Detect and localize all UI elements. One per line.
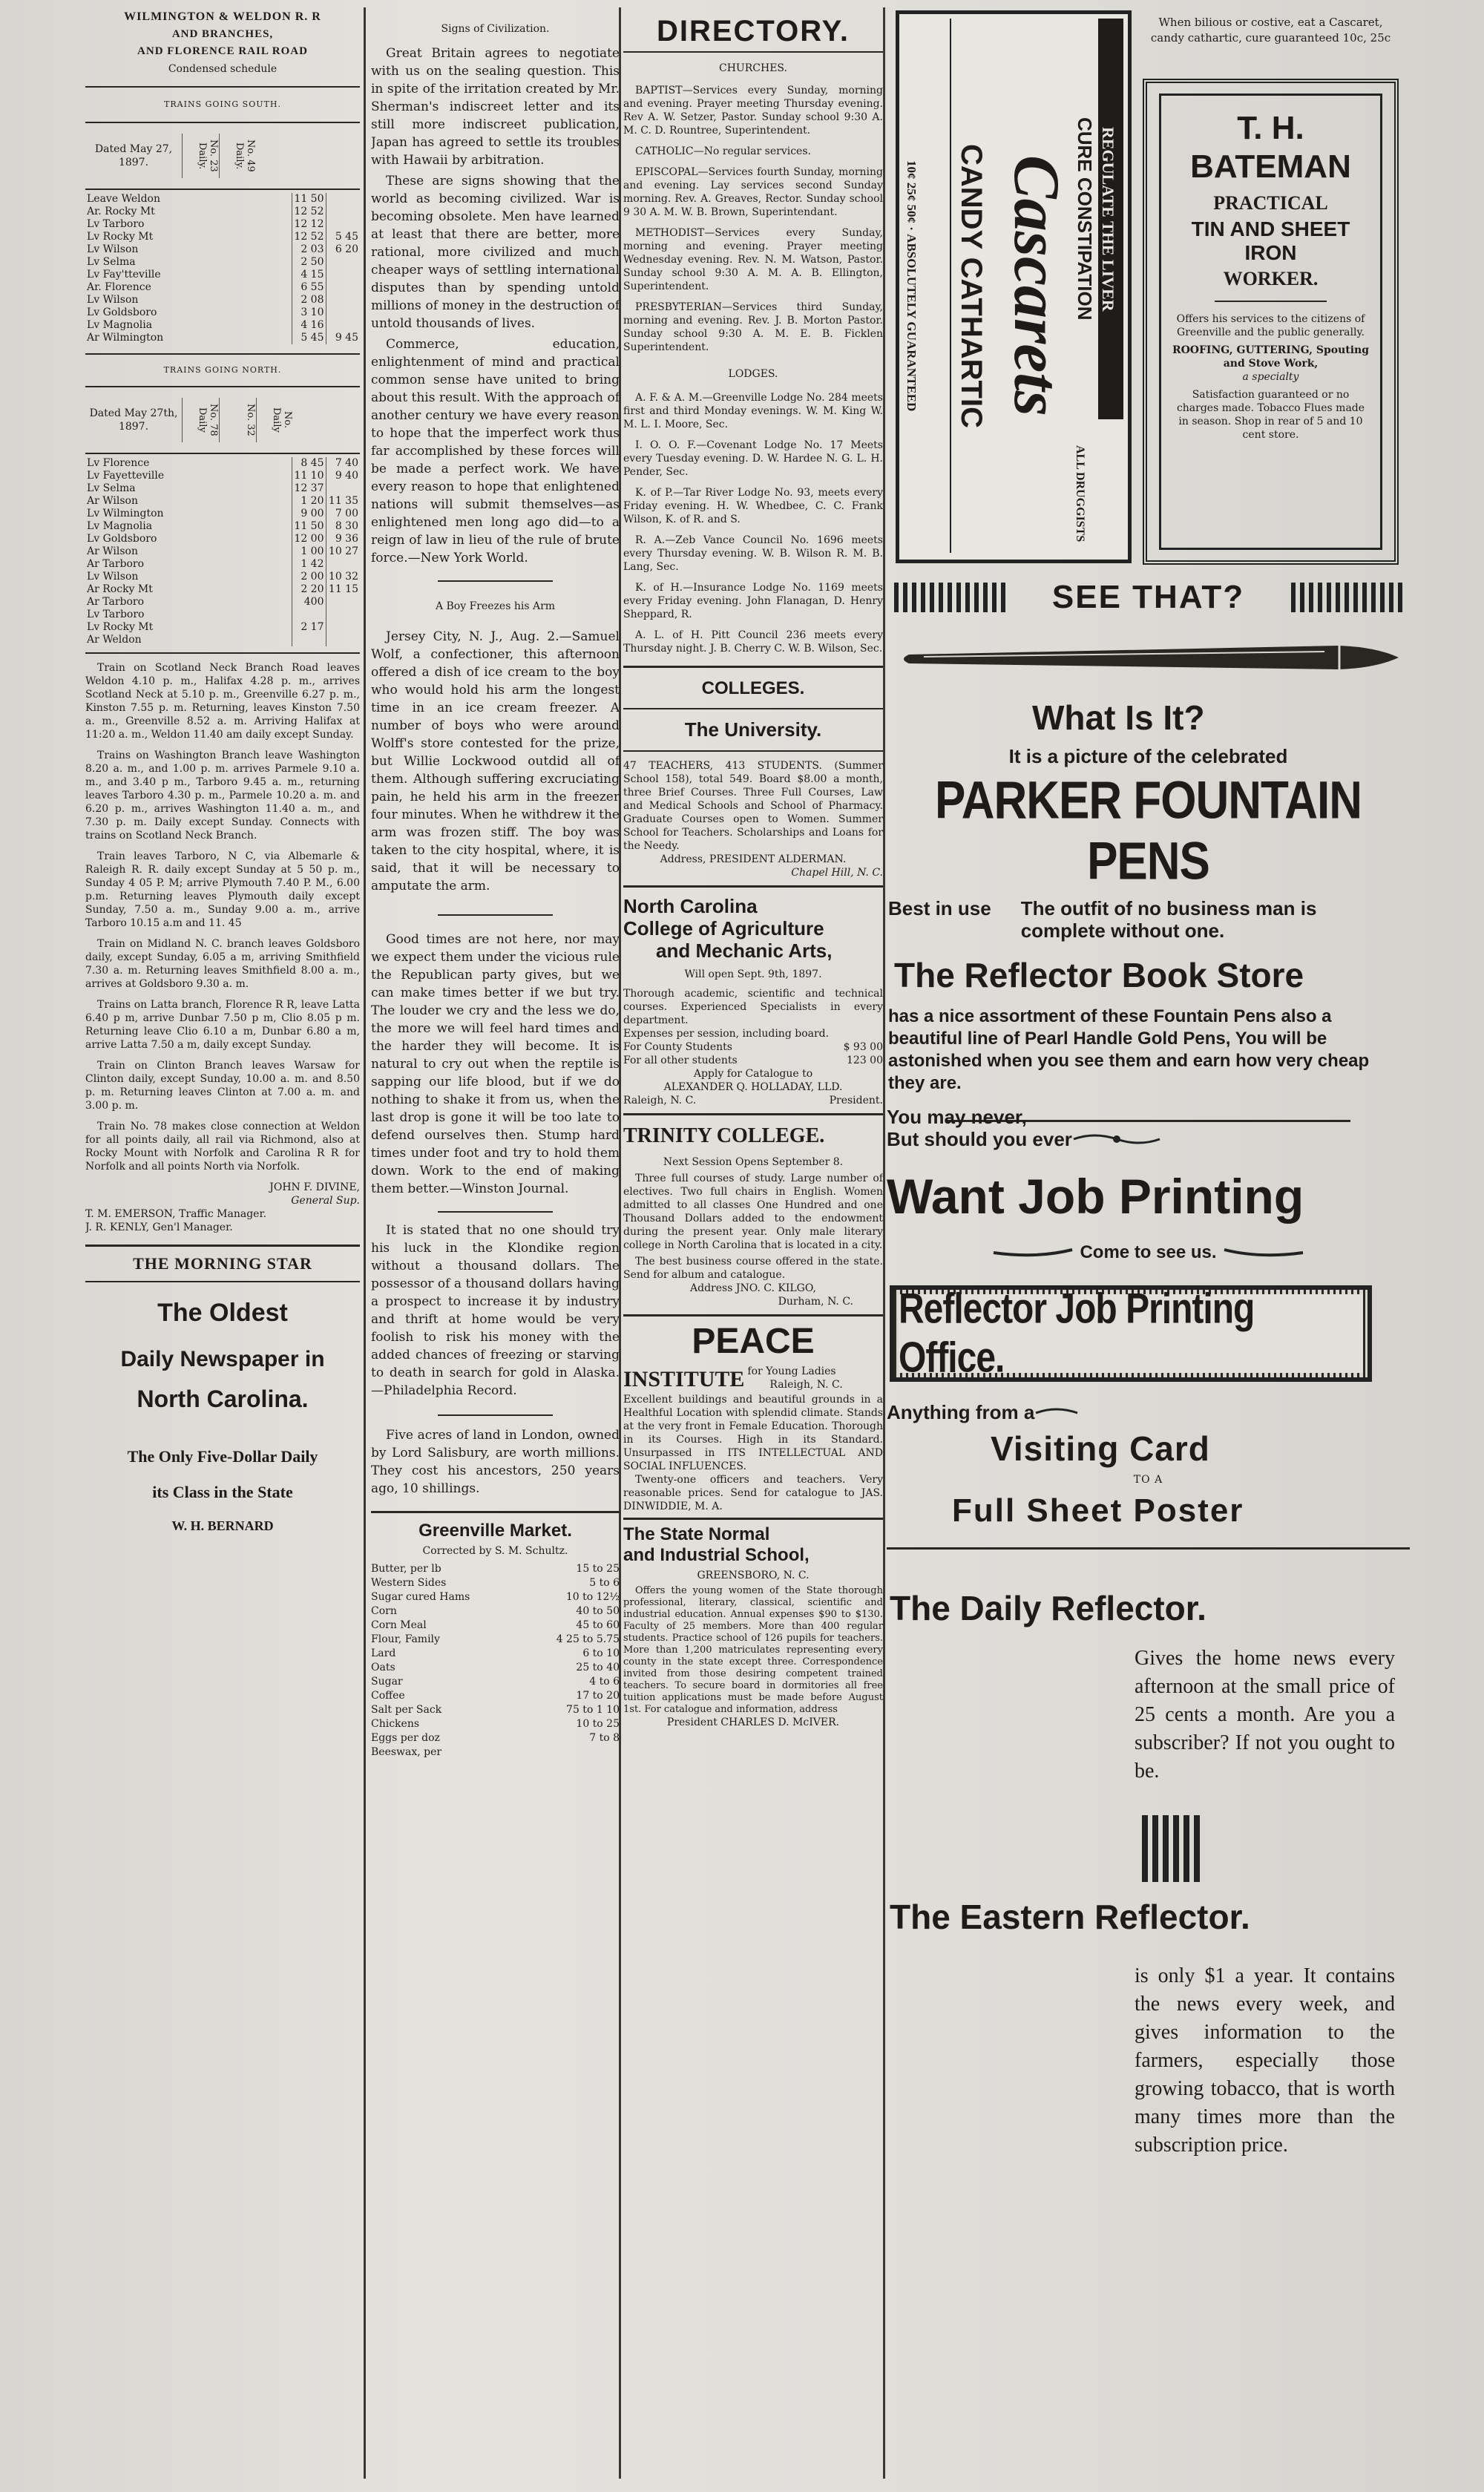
schedule-row: Ar Tarboro 1 42 [85, 558, 360, 571]
schedule-row: Leave Weldon 11 50 [85, 193, 360, 206]
normal-title-1: The State Normal [623, 1524, 770, 1544]
you-may-never: You may never, [887, 1106, 1027, 1128]
market-sub: Corrected by S. M. Schultz. [422, 1545, 568, 1557]
directory-entry: A. L. of H. Pitt Council 236 meets every Thursday night. J. B. Cherry C. W. B. Wilson, Sec. [623, 629, 883, 655]
directory-entry: CATHOLIC—No regular services. [635, 145, 811, 157]
column-rule [883, 7, 885, 2479]
market-row: Eggs per doz 7 to 8 [371, 1732, 620, 1744]
candy-cathartic: CANDY CATHARTIC [955, 143, 988, 428]
bateman-tin: TIN AND SHEET IRON [1191, 217, 1350, 264]
london-para: Five acres of land in London, owned by Lord Salisbury, are worth millions. They cost his ancestors, 250 years ago, 10 shillings. [371, 1428, 620, 1496]
good-times-para: Good times are not here, nor may we expect them under the vicious rule the Republican party gives, but we can make times better if we but try. The louder we cry and the less we do, the more we will feel hard times and the harder they will become. It is natural to cry out when the reptile is sapping our life blood, but if we do nothing to shake it from us, when the last drop is gone it will be too late to defend ourselves then. Stump hard times under foot and try to hold them down. Work to the end of making them better.—Winston Journal. [371, 932, 620, 1196]
rr-note: Train on Midland N. C. branch leaves Goldsboro daily, except Sunday, 6.05 a m, arriving Smithfield 7.30 a. m. Returning leaves Smithfield 8.00 a. m., arrives at Goldsboro 9.30 a. m. [85, 938, 360, 990]
north-col-a: No. 78 Daily [182, 398, 219, 442]
normal-pres: President CHARLES D. McIVER. [666, 1716, 840, 1728]
normal-text: Offers the young women of the State thorough professional, literary, classical, scientific and industrial education. Annual expenses $90 to $130. Faculty of 25 members. More than 400 regular students. Practice school of 126 pupils for teachers. More than 1,200 matriculates representing every county in the state except three. Correspondence invited from those desiring competent trained teachers. To secure board in dormitories all free tuition applications must be made before August 1st. For catalogue and information, address [623, 1585, 883, 1715]
ncc-footer: Raleigh, N. C. President. [623, 1095, 883, 1106]
want-job-printing: Want Job Printing [887, 1169, 1304, 1224]
flourish-small-icon [1034, 1406, 1079, 1420]
ncc-apply: Apply for Catalogue to [693, 1068, 813, 1080]
ncc-open: Will open Sept. 9th, 1897. [684, 968, 822, 980]
outfit-text: The outfit of no business man is complete without one. [1020, 897, 1317, 942]
rr-sub2: AND FLORENCE RAIL ROAD [137, 45, 308, 57]
south-dated: Dated May 27, 1897. [94, 143, 173, 168]
north-schedule-table [85, 457, 360, 646]
book-store: The Reflector Book Store [894, 956, 1304, 994]
morning-star-title: THE MORNING STAR [133, 1254, 312, 1273]
bateman-roofing: ROOFING, GUTTERING, Spouting and Stove Work, [1172, 344, 1370, 370]
schedule-row: Lv Goldsboro 3 10 [85, 306, 360, 319]
churches-head: CHURCHES. [719, 62, 787, 74]
fountain-pen-icon [894, 625, 1406, 692]
bilious-notice [1143, 15, 1399, 46]
north-head: TRAINS GOING NORTH. [163, 365, 282, 375]
signs-para-1: Great Britain agrees to negotiate with us on the sealing question. This in spite of the irritation created by Mr. Sherman's indiscreet letter and its still more indiscreet publication, Japan has agreed to settle its troubles with Hawaii by arbitration. [371, 46, 620, 168]
flourish-icon [1072, 1130, 1161, 1148]
university-title: The University. [684, 718, 822, 741]
schedule-row: Ar Tarboro 400 [85, 596, 360, 609]
rr-note: Train No. 78 makes close connection at Weldon for all points daily, all rail via Richmond, also at Rocky Mount with Norfolk and Carolina R R for Norfolk and all points North via Norfolk. [85, 1121, 360, 1173]
bateman-satisfaction: Satisfaction guaranteed or no charges made. Tobacco Flues made in season. Shop in rear of 5 and 10 cent store. [1176, 389, 1365, 441]
market-row: Corn Meal 45 to 60 [371, 1619, 620, 1631]
signs-para-3: Commerce, education, enlightenment of mind and practical common sense have united to bring about this result. With the approach of another century we have every reason to hope that the imperfect work thus far accomplished by these forces will be made a perfect work. We have every reason to hope that enlightened nations will submit themselves—as enlightened men long ago did—to a reign of law in lieu of the rule of brute force.—New York World. [371, 337, 620, 565]
university-place: Chapel Hill, N. C. [791, 867, 883, 879]
bateman-practical: PRACTICAL [1213, 192, 1328, 214]
bateman-specialty: a specialty [1242, 371, 1299, 383]
schedule-row: Lv Tarboro [85, 609, 360, 621]
cure-constipation: CURE CONSTIPATION [1074, 117, 1096, 321]
trinity-address: Address JNO. C. KILGO, [690, 1282, 816, 1294]
schedule-row: Lv Wilmington 9 00 7 00 [87, 508, 358, 519]
schedule-row: Ar Wilson 1 00 10 27 [87, 545, 358, 557]
schedule-row: Lv Wilson 2 03 6 20 [87, 243, 358, 255]
rr-note: Train on Scotland Neck Branch Road leaves Weldon 4.10 p. m., Halifax 4.28 p. m., arrives Scotland Neck at 5.10 p. m., Greenville 6.27 p. m., Kinston 7.55 p. m. Returning, leaves Kinston 7.50 a. m., Greenville 8.52 a. m. Arriving Halifax at 11:20 a. m., Weldon 11.40 am daily except Sunday. [85, 662, 360, 741]
trinity-text: Three full courses of study. Large number of electives. Two full chairs in English. Women admitted to all classes One Hundred and one Thousand Dollars added to the endowment during the present year. Only male literary college in North Carolina that is located in a city. [623, 1173, 883, 1251]
market-row: Beeswax, per [371, 1746, 442, 1758]
directory-entry: I. O. O. F.—Covenant Lodge No. 17 Meets every Tuesday evening. D. W. Hardee N. G. L. H. Pender, Sec. [623, 439, 883, 478]
schedule-row: Lv Rocky Mt 12 52 5 45 [87, 231, 358, 243]
rr-notes [85, 661, 360, 1173]
picture-of: It is a picture of the celebrated [1008, 745, 1288, 767]
directory-entry: R. A.—Zeb Vance Council No. 1696 meets every Thursday evening. W. B. Wilson R. M. B. Lang, Sec. [623, 534, 883, 573]
daily-newspaper: Daily Newspaper in [120, 1347, 325, 1371]
directory-entry: K. of H.—Insurance Lodge No. 1169 meets every Friday evening. John Flanagan, D. Henry Sheppard, R. [623, 582, 883, 620]
sig-divine: JOHN F. DIVINE, [269, 1181, 360, 1193]
schedule-row: Lv Fayetteville 11 10 9 40 [87, 470, 358, 482]
market-table [371, 1562, 620, 1760]
schedule-row: Lv Magnolia 11 50 8 30 [87, 520, 358, 532]
market-row: Butter, per lb 15 to 25 [371, 1563, 620, 1575]
ncc-row-2: For all other students 123 00 [623, 1055, 883, 1066]
schedule-row: Ar Wilson 1 20 11 35 [87, 495, 358, 507]
daily-reflector-title: The Daily Reflector. [890, 1589, 1206, 1627]
directory-title: DIRECTORY. [656, 15, 850, 47]
schedule-row: Lv Magnolia 4 16 [85, 319, 360, 332]
bernard: W. H. BERNARD [171, 1518, 274, 1533]
market-row: Lard 6 to 10 [371, 1647, 620, 1659]
cascarets-name: Cascarets [1000, 155, 1072, 416]
eastern-reflector-text: is only $1 a year. It contains the news every week, and gives information to the farmers, especially those growing tobacco, that is worth many times more than the subscription price. [1135, 1964, 1395, 2157]
institute-text: Excellent buildings and beautiful grounds in a Healthful Location with splendid climate. Stands at the very front in Female Education. Thorough in its Courses. High in its Standard. Unsurpassed in ITS INTELLECTUAL AND SOCIAL INFLUENCES. [623, 1394, 883, 1472]
peace-title: PEACE [692, 1322, 815, 1361]
eastern-reflector-title: The Eastern Reflector. [890, 1898, 1250, 1936]
directory-entry: K. of P.—Tar River Lodge No. 93, meets every Friday evening. H. W. Whedbee, C. C. Frank Wilson, K. of R. and S. [623, 487, 883, 525]
ncc-text: Thorough academic, scientific and technical courses. Experienced Specialists in every department. [623, 988, 883, 1026]
sig-emerson: T. M. EMERSON, Traffic Manager. [85, 1208, 267, 1220]
daily-reflector-ad [887, 1588, 1410, 2160]
market-row: Flour, Family 4 25 to 5.75 [371, 1633, 620, 1645]
schedule-row: Ar. Florence 6 55 [85, 281, 360, 294]
regulate-liver: REGULATE THE LIVER [1099, 126, 1117, 312]
colleges-head: COLLEGES. [701, 678, 805, 698]
north-col-b: No. 32 [219, 398, 256, 442]
schedule-row: Ar Wilmington 5 45 9 45 [87, 332, 358, 344]
schedule-row: Lv Goldsboro 12 00 9 36 [87, 533, 358, 545]
directory-column [623, 0, 883, 2492]
klondike-para: It is stated that no one should try his luck in the Klondike region without a thousand dollars. The possessor of a thousand dollars having a prospect to increase it by industry and thrift at home would be very foolish to risk his money with the added chances of freezing or starving to death in search for gold in Alaska.—Philadelphia Record. [371, 1223, 620, 1398]
university-text: 47 TEACHERS, 413 STUDENTS. (Summer School 158), total 549. Board $8.00 a month, three Brief Courses. Three Full Courses, Law and Medical Schools and School of Pharmacy. Graduate Courses open to Women. Summer School for Teachers. Scholarships and Loans for the Needy. [623, 760, 883, 852]
south-schedule-table [85, 193, 360, 344]
south-col-b: No. 49 Daily. [219, 134, 256, 178]
flourish-right-icon [1223, 1245, 1304, 1260]
to-a: TO A [1133, 1474, 1163, 1486]
assortment-text: has a nice assortment of these Fountain Pens also a beautiful line of Pearl Handle Gold Pens, You will be astonished when you see them and earn how very cheap they are. [888, 1006, 1370, 1093]
market-row: Western Sides 5 to 6 [371, 1577, 620, 1589]
south-col-a: No. 23 Daily. [182, 134, 219, 178]
ornament-right [1291, 583, 1402, 612]
market-row: Sugar 4 to 6 [371, 1676, 620, 1688]
schedule-row: Ar Rocky Mt 2 20 11 15 [87, 583, 358, 595]
job-office-box [890, 1285, 1372, 1382]
come-see-us: Come to see us. [1080, 1242, 1217, 1262]
rr-title: WILMINGTON & WELDON R. R [124, 10, 321, 23]
ncc-expenses: Expenses per session, including board. [623, 1028, 830, 1040]
south-head: TRAINS GOING SOUTH. [164, 99, 281, 109]
daily-reflector-text: Gives the home news every afternoon at the small price of 25 cents a month. Are you a subscriber? If not you ought to be. [1135, 1647, 1395, 1783]
market-row: Sugar cured Hams 10 to 12½ [371, 1591, 620, 1603]
university-address: Address, PRESIDENT ALDERMAN. [660, 853, 847, 865]
directory-entry: METHODIST—Services every Sunday, morning and evening. Prayer meeting Wednesday evening. Rev. N. M. Watson, Pastor. Sunday school 9:30 A. M. A. B. Ellington, Superintendent. [623, 227, 883, 292]
institute-sub: for Young Ladies Raleigh, N. C. [747, 1365, 843, 1391]
parker-pen-ad [887, 579, 1410, 1122]
rr-note: Trains on Latta branch, Florence R R, leave Latta 6.40 p m, arrive Dunbar 7.50 p m, Clio 8.05 p m. Returning leave Clio 6.10 a m, Dunbar 6.80 a m, arrive Latta 7.50 a m, daily except Sunday. [85, 999, 360, 1051]
cascarets-ad [896, 10, 1132, 563]
schedule-row: Ar. Rocky Mt 12 52 [85, 206, 360, 218]
see-that: SEE THAT? [1051, 579, 1245, 615]
market-row: Corn 40 to 50 [371, 1605, 620, 1617]
churches-list [623, 84, 883, 354]
boy-headline: A Boy Freezes his Arm [435, 600, 556, 612]
boy-para: Jersey City, N. J., Aug. 2.—Samuel Wolf, a confectioner, this afternoon offered a dish of ice cream to the boy who would hold his arm the longest time in an ice cream freezer. A number of boys who were around Wolff's store contested for the prize, but Willie Lockwood outdid all of them. Although suffering excruciating pain, he held his arm in the freezer four minutes. When he withdrew it the arm was frozen stiff. The boy was taken to the city hospital, where, it is said, that it will be necessary to amputate the arm. [371, 629, 620, 893]
schedule-row: Lv Tarboro 12 12 [85, 218, 360, 231]
schedule-row: Ar Weldon [85, 634, 360, 646]
anything-from: Anything from a [887, 1401, 1035, 1423]
north-dated: Dated May 27th, 1897. [89, 407, 178, 433]
ornament-left [894, 583, 1005, 612]
normal-place: GREENSBORO, N. C. [697, 1570, 810, 1581]
market-row: Oats 25 to 40 [371, 1662, 620, 1673]
trinity-title: TRINITY COLLEGE. [623, 1124, 825, 1147]
ncc-row-1: For County Students $ 93 00 [623, 1041, 883, 1053]
all-druggists: ALL DRUGGISTS [1074, 445, 1086, 542]
normal-title-2: and Industrial School, [623, 1545, 810, 1565]
bateman-worker: WORKER. [1223, 268, 1319, 289]
ncc-title-1: North Carolina [623, 895, 758, 917]
north-col-c: No. Daily [256, 398, 293, 442]
ncc-title-3: and Mechanic Arts, [656, 940, 833, 962]
trinity-place: Durham, N. C. [778, 1296, 853, 1308]
market-row: Chickens 10 to 25 [371, 1718, 620, 1730]
rr-note: Train on Clinton Branch leaves Warsaw for Clinton daily, except Sunday, 10.00 a. m. and 8.50 p. m. Returning leaves Clinton at 7.00 a. m. and 3.00 p. m. [85, 1060, 360, 1112]
what-is-it: What Is It? [1032, 698, 1205, 737]
job-printing-ad [887, 1106, 1410, 1554]
lodges-list [623, 391, 883, 655]
schedule-row: Lv Wilson 2 00 10 32 [87, 571, 358, 583]
trinity-best: The best business course offered in the state. Send for album and catalogue. [623, 1256, 883, 1281]
market-title: Greenville Market. [418, 1521, 572, 1541]
bateman-name: T. H. BATEMAN [1190, 110, 1351, 185]
oldest: The Oldest [157, 1299, 288, 1327]
parker-title: PARKER FOUNTAIN PENS [934, 771, 1362, 891]
trinity-next: Next Session Opens September 8. [663, 1156, 844, 1168]
cascarets-prices: 10¢ 25¢ 50¢ · ABSOLUTELY GUARANTEED [904, 160, 919, 412]
flourish-left-icon [992, 1245, 1074, 1260]
only-five-dollar: The Only Five-Dollar Daily [127, 1447, 318, 1466]
signs-para-2: These are signs showing that the world as becoming civilized. War is becoming obsolete. Men have learned at least that there are better, more rational, more civilized and much cheaper ways of settling international disputes than by spending untold millions of money in the destruction of untold thousands of lives. [371, 174, 620, 331]
schedule-row: Lv Wilson 2 08 [85, 294, 360, 306]
lodges-head: LODGES. [728, 368, 778, 380]
rr-sub3: Condensed schedule [168, 63, 278, 75]
signs-headline: Signs of Civilization. [441, 23, 550, 35]
railroad-column [85, 0, 360, 2492]
north-carolina: North Carolina. [137, 1386, 309, 1412]
directory-entry: A. F. & A. M.—Greenville Lodge No. 284 meets first and third Monday evenings. W. M. King W. M. L. I. Moore, Sec. [623, 392, 883, 430]
bateman-ad [1143, 79, 1399, 565]
job-office-title: Reflector Job Printing Office. [899, 1285, 1255, 1382]
sig-divine-title: General Sup. [291, 1195, 360, 1207]
schedule-row: Lv Selma 2 50 [85, 256, 360, 269]
institute-title: INSTITUTE [623, 1367, 745, 1391]
bilious-text: When bilious or costive, eat a Cascaret, candy cathartic, cure guaranteed 10c, 25c [1150, 16, 1391, 45]
rr-note: Trains on Washington Branch leave Washington 8.20 a. m., and 1.00 p. m. arrives Parmele 9.10 a. m., and 3.40 p m., Tarboro 9.45 a. m., returning leaves Tarboro 4.30 p. m., Parmele 10.20 a. m. and 6.20 p. m., arrives Washington 11.40 a. m., and 7.30 p. m. Daily except Sunday. Connects with trains on Scotland Neck Branch. [85, 750, 360, 842]
rr-sub1: AND BRANCHES, [171, 28, 274, 40]
directory-entry: BAPTIST—Services every Sunday, morning and evening. Prayer meeting Thursday evening. Rev A. W. Setzer, Pastor. Sunday school 9:30 A. M. C. D. Rountree, Superintendent. [623, 85, 883, 137]
news-column [371, 0, 620, 2492]
institute-text-2: Twenty-one officers and teachers. Very reasonable prices. Send for catalogue to JAS. DINWIDDIE, M. A. [623, 1474, 883, 1512]
rr-note: Train leaves Tarboro, N C, via Albemarle & Raleigh R. R. daily except Sunday at 5 50 p. m., Sunday 4 05 P. M; arrive Plymouth 7.40 P. M., 6.00 p.m. Returning leaves Plymouth daily except Sunday, 7.50 a. m., Sunday 9.00 a. m., arrive Tarboro 10.15 a.m and 11. 45 [85, 850, 360, 929]
best-in-use: Best in use [888, 897, 991, 919]
ads-column [887, 0, 1410, 2492]
schedule-row: Lv Rocky Mt 2 17 [85, 621, 360, 634]
should-ever: But should you ever [887, 1128, 1072, 1150]
schedule-row: Lv Florence 8 45 7 40 [87, 457, 358, 469]
market-row: Coffee 17 to 20 [371, 1690, 620, 1702]
ncc-name: ALEXANDER Q. HOLLADAY, LLD. [663, 1081, 843, 1093]
visiting-card: Visiting Card [991, 1429, 1210, 1468]
ncc-title-2: College of Agriculture [623, 917, 824, 940]
its-class: its Class in the State [152, 1483, 293, 1501]
directory-entry: PRESBYTERIAN—Services third Sunday, morning and evening. Rev. J. B. Morton Pastor. Sunday school 9:30 A. M. E. B. Ficklen Superintendent. [623, 301, 883, 353]
ornament-block [1142, 1815, 1410, 1882]
sig-kenly: J. R. KENLY, Gen'l Manager. [85, 1222, 233, 1233]
bateman-offers: Offers his services to the citizens of Greenville and the public generally. [1176, 313, 1365, 338]
full-sheet-poster: Full Sheet Poster [952, 1492, 1244, 1529]
market-row: Salt per Sack 75 to 1 10 [371, 1704, 620, 1716]
schedule-row: Lv Selma 12 37 [85, 482, 360, 495]
column-rule [364, 7, 366, 2479]
directory-entry: EPISCOPAL—Services fourth Sunday, morning and evening. Lay services second Sunday morning. Rev. A. Greaves, Rector. Sunday school 9 30 A. M. W. B. Brown, Superintendant. [623, 166, 883, 218]
schedule-row: Lv Fay'tteville 4 15 [85, 269, 360, 281]
